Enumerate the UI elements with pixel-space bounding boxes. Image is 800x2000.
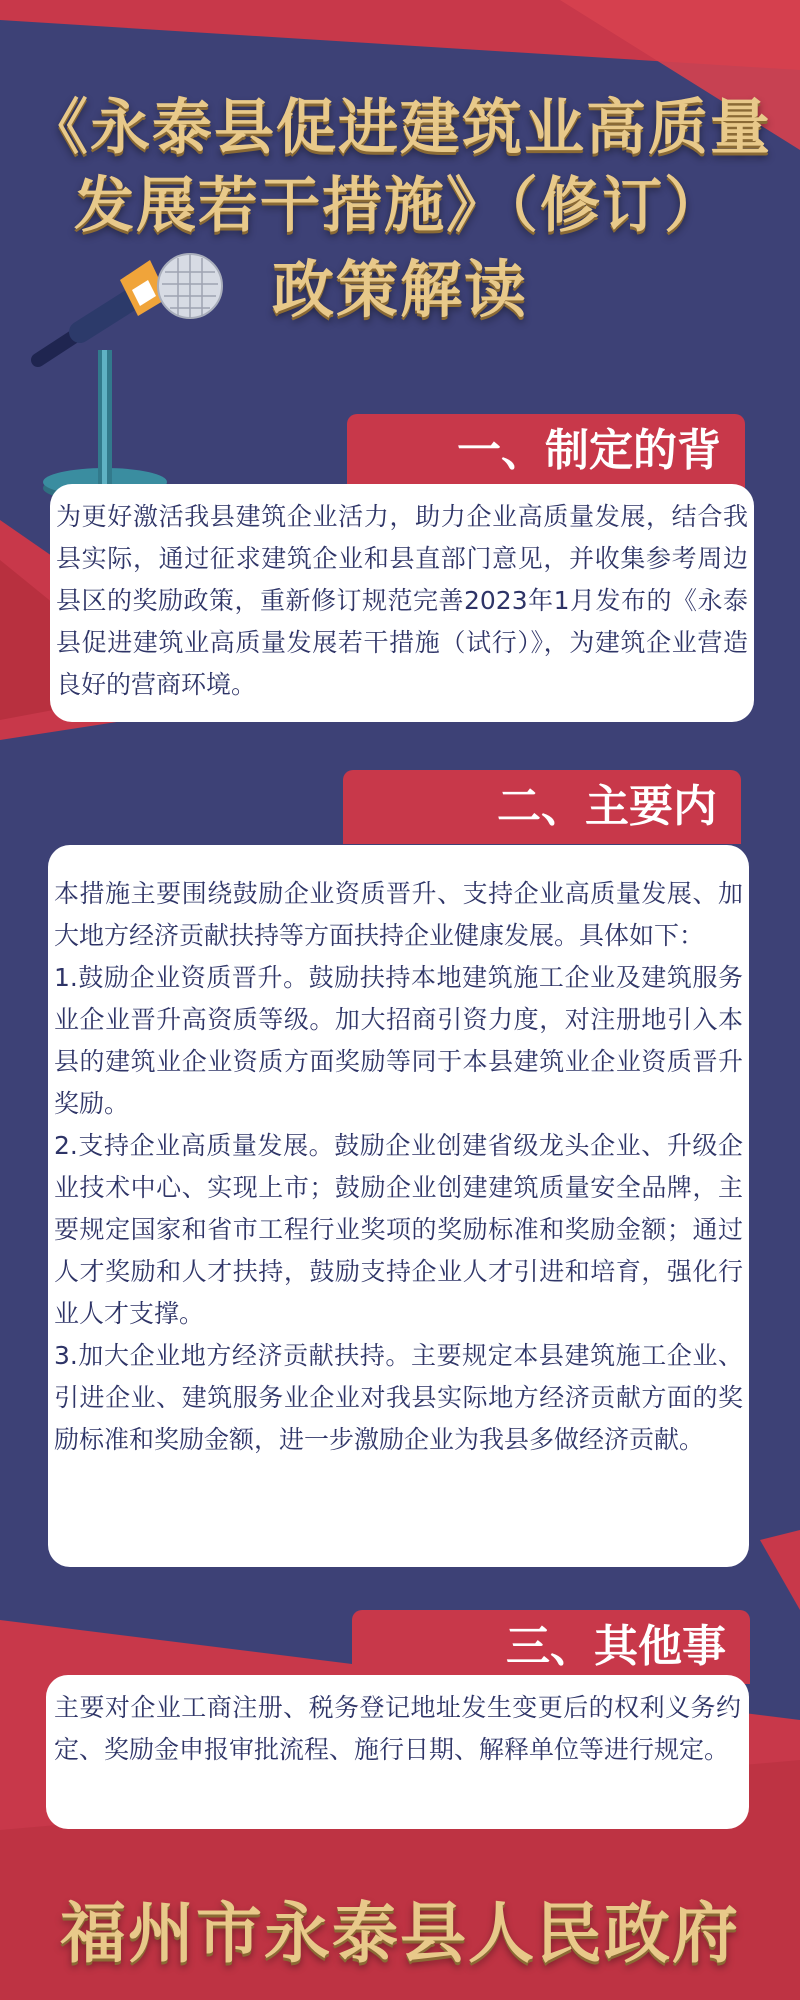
main-content-intro: 本措施主要围绕鼓励企业资质晋升、支持企业高质量发展、加大地方经济贡献扶持等方面扶持企业健康发展。具体如下： — [54, 879, 743, 950]
section-heading-main-content: 二、主要内 — [343, 770, 741, 844]
section-heading-other-matters: 三、其他事 — [352, 1610, 750, 1684]
section-background-card — [50, 484, 754, 722]
footer-government-name: 福州市永泰县人民政府 — [60, 1894, 740, 1972]
title-line-1: 《永泰县促进建筑业高质量 — [28, 93, 772, 163]
microphone-icon — [20, 250, 240, 510]
title-line-3: 政策解读 — [271, 253, 528, 326]
section-heading-background: 一、制定的背 — [347, 414, 745, 488]
title-line-2: 发展若干措施》（修订） — [74, 171, 726, 241]
section-background-text: 为更好激活我县建筑企业活力，助力企业高质量发展，结合我县实际，通过征求建筑企业和县直部门意见，并收集参考周边县区的奖励政策，重新修订规范完善2023年1月发布的《永泰县促进建筑业高质量发展若干措施（试行）》，为建筑企业营造良好的营商环境。 — [56, 502, 748, 699]
section-main-content-card — [48, 845, 749, 1567]
other-matters-text: 主要对企业工商注册、税务登记地址发生变更后的权利义务约定、奖励金申报审批流程、施行日期、解释单位等进行规定。 — [54, 1693, 741, 1764]
main-content-item-2: 2.支持企业高质量发展。鼓励企业创建省级龙头企业、升级企业技术中心、实现上市；鼓励企业创建建筑质量安全品牌，主要规定国家和省市工程行业奖项的奖励标准和奖励金额；通过人才奖励和人才扶持，鼓励支持企业人才引进和培育，强化行业人才支撑。 — [54, 1131, 743, 1328]
section-other-matters-card — [46, 1675, 749, 1829]
main-content-item-3: 3.加大企业地方经济贡献扶持。主要规定本县建筑施工企业、引进企业、建筑服务业企业对我县实际地方经济贡献方面的奖励标准和奖励金额，进一步激励企业为我县多做经济贡献。 — [54, 1341, 743, 1454]
main-content-item-1: 1.鼓励企业资质晋升。鼓励扶持本地建筑施工企业及建筑服务业企业晋升高资质等级。加大招商引资力度，对注册地引入本县的建筑业企业资质方面奖励等同于本县建筑业企业资质晋升奖励。 — [54, 963, 743, 1118]
